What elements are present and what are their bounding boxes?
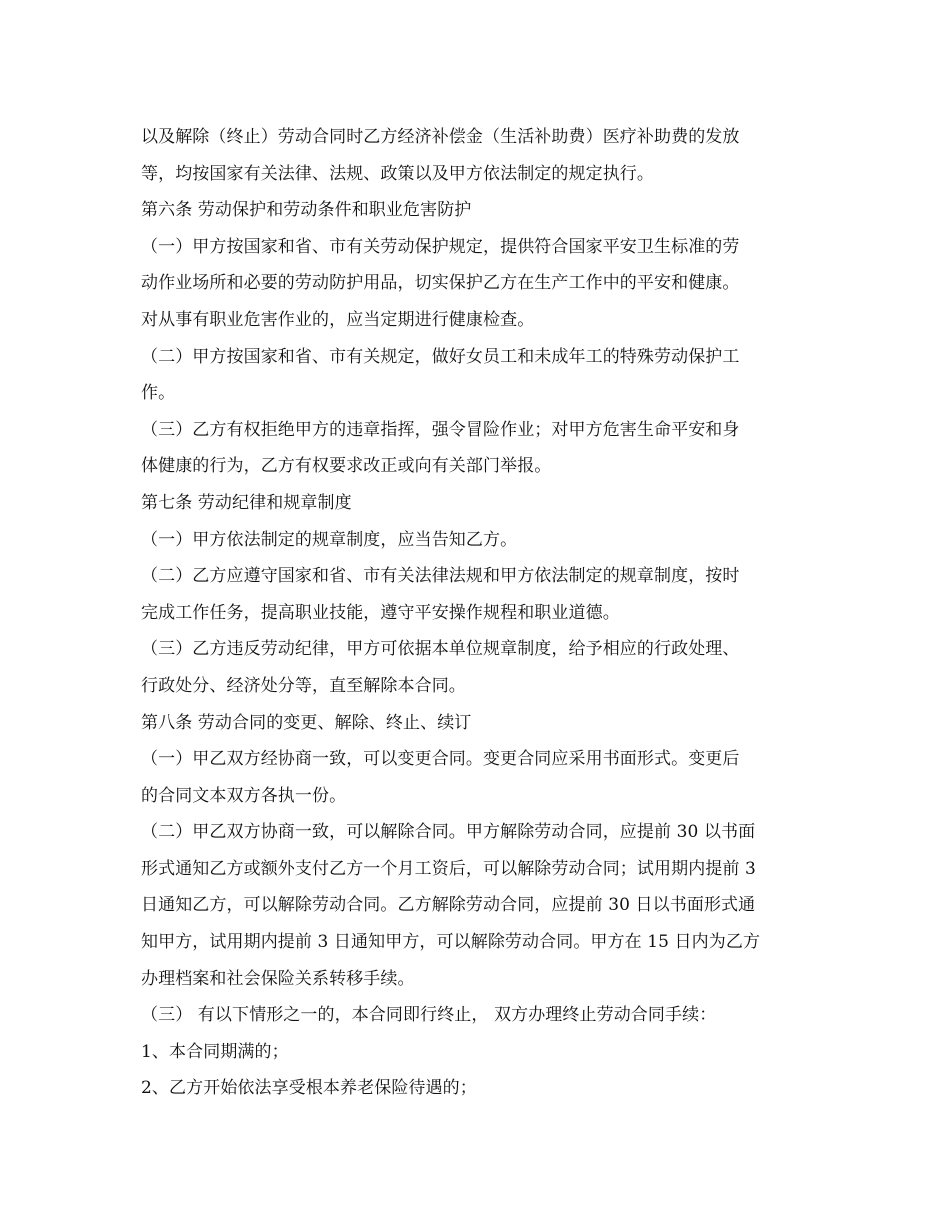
- text-line: （三） 有以下情形之一的，本合同即行终止， 双方办理终止劳动合同手续：: [141, 1005, 717, 1026]
- text-line: （三）乙方有权拒绝甲方的违章指挥，强令冒险作业；对甲方危害生命平安和身: [141, 419, 740, 440]
- text-line: 办理档案和社会保险关系转移手续。: [141, 968, 415, 989]
- text-line: 以及解除（终止）劳动合同时乙方经济补偿金（生活补助费）医疗补助费的发放: [141, 127, 740, 147]
- text-line: 对从事有职业危害作业的，应当定期进行健康检查。: [141, 309, 535, 330]
- text-line: 完成工作任务，提高职业技能，遵守平安操作规程和职业道德。: [141, 602, 620, 623]
- text-line: 的合同文本双方各执一份。: [141, 785, 347, 806]
- text-line: （三）乙方违反劳动纪律，甲方可依据本单位规章制度，给予相应的行政处理、: [141, 639, 740, 660]
- text-line: （一）甲方按国家和省、市有关劳动保护规定，提供符合国家平安卫生标准的劳: [141, 236, 740, 257]
- article-heading: 第六条 劳动保护和劳动条件和职业危害防护: [141, 200, 472, 221]
- list-item: 2、乙方开始依法享受根本养老保险待遇的；: [141, 1078, 477, 1099]
- article-heading: 第八条 劳动合同的变更、解除、终止、续订: [141, 712, 472, 733]
- article-heading: 第七条 劳动纪律和规章制度: [141, 492, 352, 513]
- text-line: 日通知乙方，可以解除劳动合同。乙方解除劳动合同，应提前 30 日以书面形式通: [141, 895, 756, 916]
- text-line: 作。: [141, 383, 176, 404]
- text-line: 等，均按国家有关法律、法规、政策以及甲方依法制定的规定执行。: [141, 163, 654, 184]
- text-line: 行政处分、经济处分等，直至解除本合同。: [141, 675, 466, 696]
- text-line: （二）甲乙双方协商一致，可以解除合同。甲方解除劳动合同，应提前 30 以书面: [141, 822, 756, 843]
- document-body: [141, 119, 831, 1107]
- text-line: （一）甲乙双方经协商一致，可以变更合同。变更合同应采用书面形式。变更后: [141, 749, 740, 770]
- text-line: （一）甲方依法制定的规章制度，应当告知乙方。: [141, 529, 518, 550]
- text-line: 动作业场所和必要的劳动防护用品，切实保护乙方在生产工作中的平安和健康。: [141, 273, 740, 294]
- list-item: 1、本合同期满的；: [141, 1041, 289, 1062]
- text-line: （二）甲方按国家和省、市有关规定，做好女员工和未成年工的特殊劳动保护工: [141, 346, 740, 367]
- text-line: 体健康的行为，乙方有权要求改正或向有关部门举报。: [141, 456, 552, 477]
- text-line: （二）乙方应遵守国家和省、市有关法律法规和甲方依法制定的规章制度，按时: [141, 566, 740, 587]
- text-line: 形式通知乙方或额外支付乙方一个月工资后，可以解除劳动合同；试用期内提前 3: [141, 858, 756, 879]
- text-line: 知甲方，试用期内提前 3 日通知甲方，可以解除劳动合同。甲方在 15 日内为乙方: [141, 932, 761, 953]
